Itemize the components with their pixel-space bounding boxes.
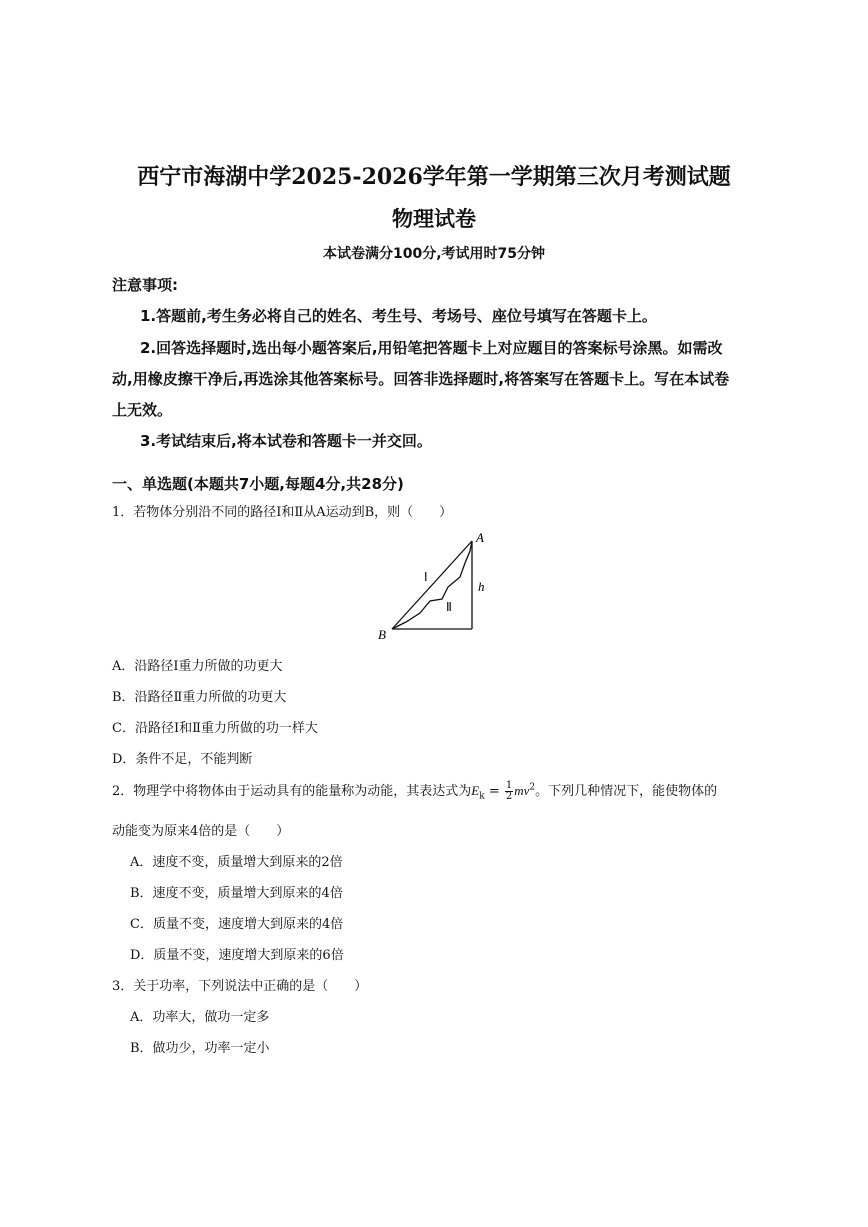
question-1-stem: 1．若物体分别沿不同的路径Ⅰ和Ⅱ从A运动到B，则（ ）: [112, 505, 453, 520]
figure-path-1: [392, 541, 472, 629]
question-1-option-c: C．沿路径Ⅰ和Ⅱ重力所做的功一样大: [112, 721, 318, 736]
notice-item-2-line-2: 动,用橡皮擦干净后,再选涂其他答案标号。回答非选择题时,将答案写在答题卡上。写在本试卷: [112, 370, 730, 388]
question-1-figure: [370, 527, 500, 645]
notice-item-2-line-3: 上无效。: [112, 401, 173, 419]
question-1-option-b: B．沿路径Ⅱ重力所做的功更大: [112, 690, 287, 705]
figure-label-path-1: Ⅰ: [424, 570, 428, 584]
figure-label-h: h: [478, 579, 485, 594]
kinetic-energy-symbol: E: [471, 783, 480, 798]
question-2-option-c: C．质量不变，速度增大到原来的4倍: [130, 917, 344, 932]
question-3-option-b: B．做功少，功率一定小: [130, 1041, 270, 1056]
subject-title: 物理试卷: [392, 206, 476, 231]
question-2-stem-prefix: 2．物理学中将物体由于运动具有的能量称为动能，其表达式为: [112, 784, 472, 799]
figure-label-a: A: [476, 530, 484, 545]
section-1-heading: 一、单选题(本题共7小题,每题4分,共28分): [112, 475, 404, 493]
formula-fraction: [505, 781, 513, 802]
fraction-denominator: 2: [505, 791, 513, 802]
figure-label-b: B: [378, 627, 386, 642]
question-3-stem: 3．关于功率，下列说法中正确的是（ ）: [112, 979, 368, 994]
kinetic-energy-subscript: k: [479, 791, 485, 802]
question-2-stem-suffix: 。下列几种情况下，能使物体的: [535, 784, 718, 799]
formula-equals: =: [484, 784, 504, 799]
exam-info: 本试卷满分100分,考试用时75分钟: [322, 246, 546, 262]
notice-item-3: 3.考试结束后,将本试卷和答题卡一并交回。: [140, 432, 432, 450]
question-2-option-b: B．速度不变，质量增大到原来的4倍: [130, 886, 343, 901]
question-3-option-a: A．功率大，做功一定多: [130, 1010, 270, 1025]
notice-item-1: 1.答题前,考生务必将自己的姓名、考生号、考场号、座位号填写在答题卡上。: [140, 307, 657, 325]
figure-label-path-2: Ⅱ: [446, 600, 452, 614]
question-1-option-a: A．沿路径Ⅰ重力所做的功更大: [112, 659, 283, 674]
question-2-option-a: A．速度不变，质量增大到原来的2倍: [130, 855, 343, 870]
question-2-stem-line-2: 动能变为原来4倍的是（ ）: [112, 824, 290, 839]
exam-title: 西宁市海湖中学2025-2026学年第一学期第三次月考测试题: [137, 164, 731, 190]
question-1-option-d: D．条件不足，不能判断: [112, 752, 253, 767]
formula-exponent: 2: [529, 782, 536, 793]
formula-mv: mv: [514, 783, 530, 798]
question-2-option-d: D．质量不变，速度增大到原来的6倍: [130, 948, 344, 963]
question-2-stem-line-1: [112, 780, 717, 802]
notice-heading: 注意事项:: [112, 276, 178, 294]
fraction-numerator: 1: [505, 780, 513, 791]
notice-item-2-line-1: 2.回答选择题时,选出每小题答案后,用铅笔把答题卡上对应题目的答案标号涂黑。如需改: [140, 339, 723, 357]
